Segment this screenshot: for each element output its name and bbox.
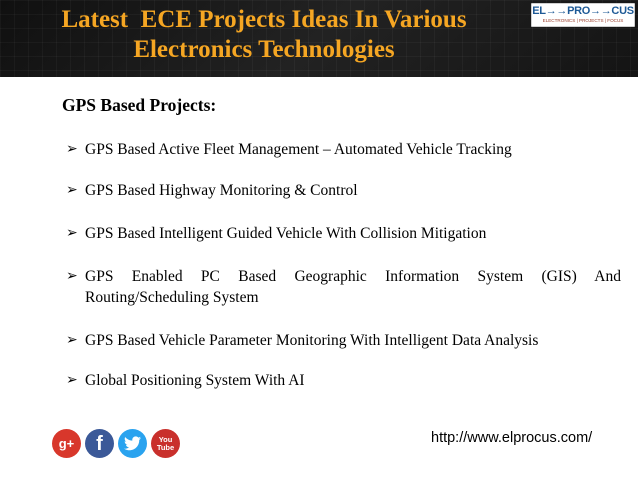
twitter-bird-icon: [124, 436, 141, 451]
list-item-text: GPS Based Active Fleet Management – Automated Vehicle Tracking: [85, 141, 512, 158]
list-item-text: GPS Based Intelligent Guided Vehicle With Collision Mitigation: [85, 225, 487, 242]
list-item-text: GPS Enabled PC Based Geographic Information System (GIS) And Routing/Scheduling System: [85, 268, 621, 306]
section-heading: GPS Based Projects:: [62, 95, 217, 115]
facebook-icon[interactable]: f: [85, 429, 114, 458]
youtube-icon[interactable]: [151, 429, 180, 458]
twitter-icon[interactable]: [118, 429, 147, 458]
list-item-text: GPS Based Vehicle Parameter Monitoring With Intelligent Data Analysis: [85, 332, 539, 349]
arrow-bullet-icon: ➢: [66, 182, 78, 198]
header-banner: [0, 0, 638, 77]
elprocus-logo[interactable]: [531, 3, 635, 27]
logo-text: EL→→PRO→→CUS: [532, 5, 634, 17]
list-item: [66, 266, 621, 308]
website-link[interactable]: http://www.elprocus.com/: [431, 430, 593, 446]
google-plus-icon[interactable]: g+: [52, 429, 81, 458]
list-item: [66, 139, 621, 160]
youtube-icon-text-top: You: [158, 435, 173, 444]
arrow-bullet-icon: ➢: [66, 225, 78, 241]
youtube-icon-text-bottom: Tube: [156, 443, 175, 452]
list-item: [66, 180, 621, 201]
list-item: [66, 330, 621, 351]
arrow-bullet-icon: ➢: [66, 268, 78, 284]
page-title: Latest ECE Projects Ideas In Various Electronics Technologies: [61, 6, 467, 63]
list-item-text: GPS Based Highway Monitoring & Control: [85, 182, 358, 199]
arrow-bullet-icon: ➢: [66, 141, 78, 157]
arrow-bullet-icon: ➢: [66, 332, 78, 348]
list-item-text: Global Positioning System With AI: [85, 372, 305, 389]
list-item: [66, 370, 621, 391]
list-item: [66, 223, 621, 244]
arrow-bullet-icon: ➢: [66, 372, 78, 388]
logo-tagline: ELECTRONICS | PROJECTS | FOCUS: [542, 18, 624, 23]
